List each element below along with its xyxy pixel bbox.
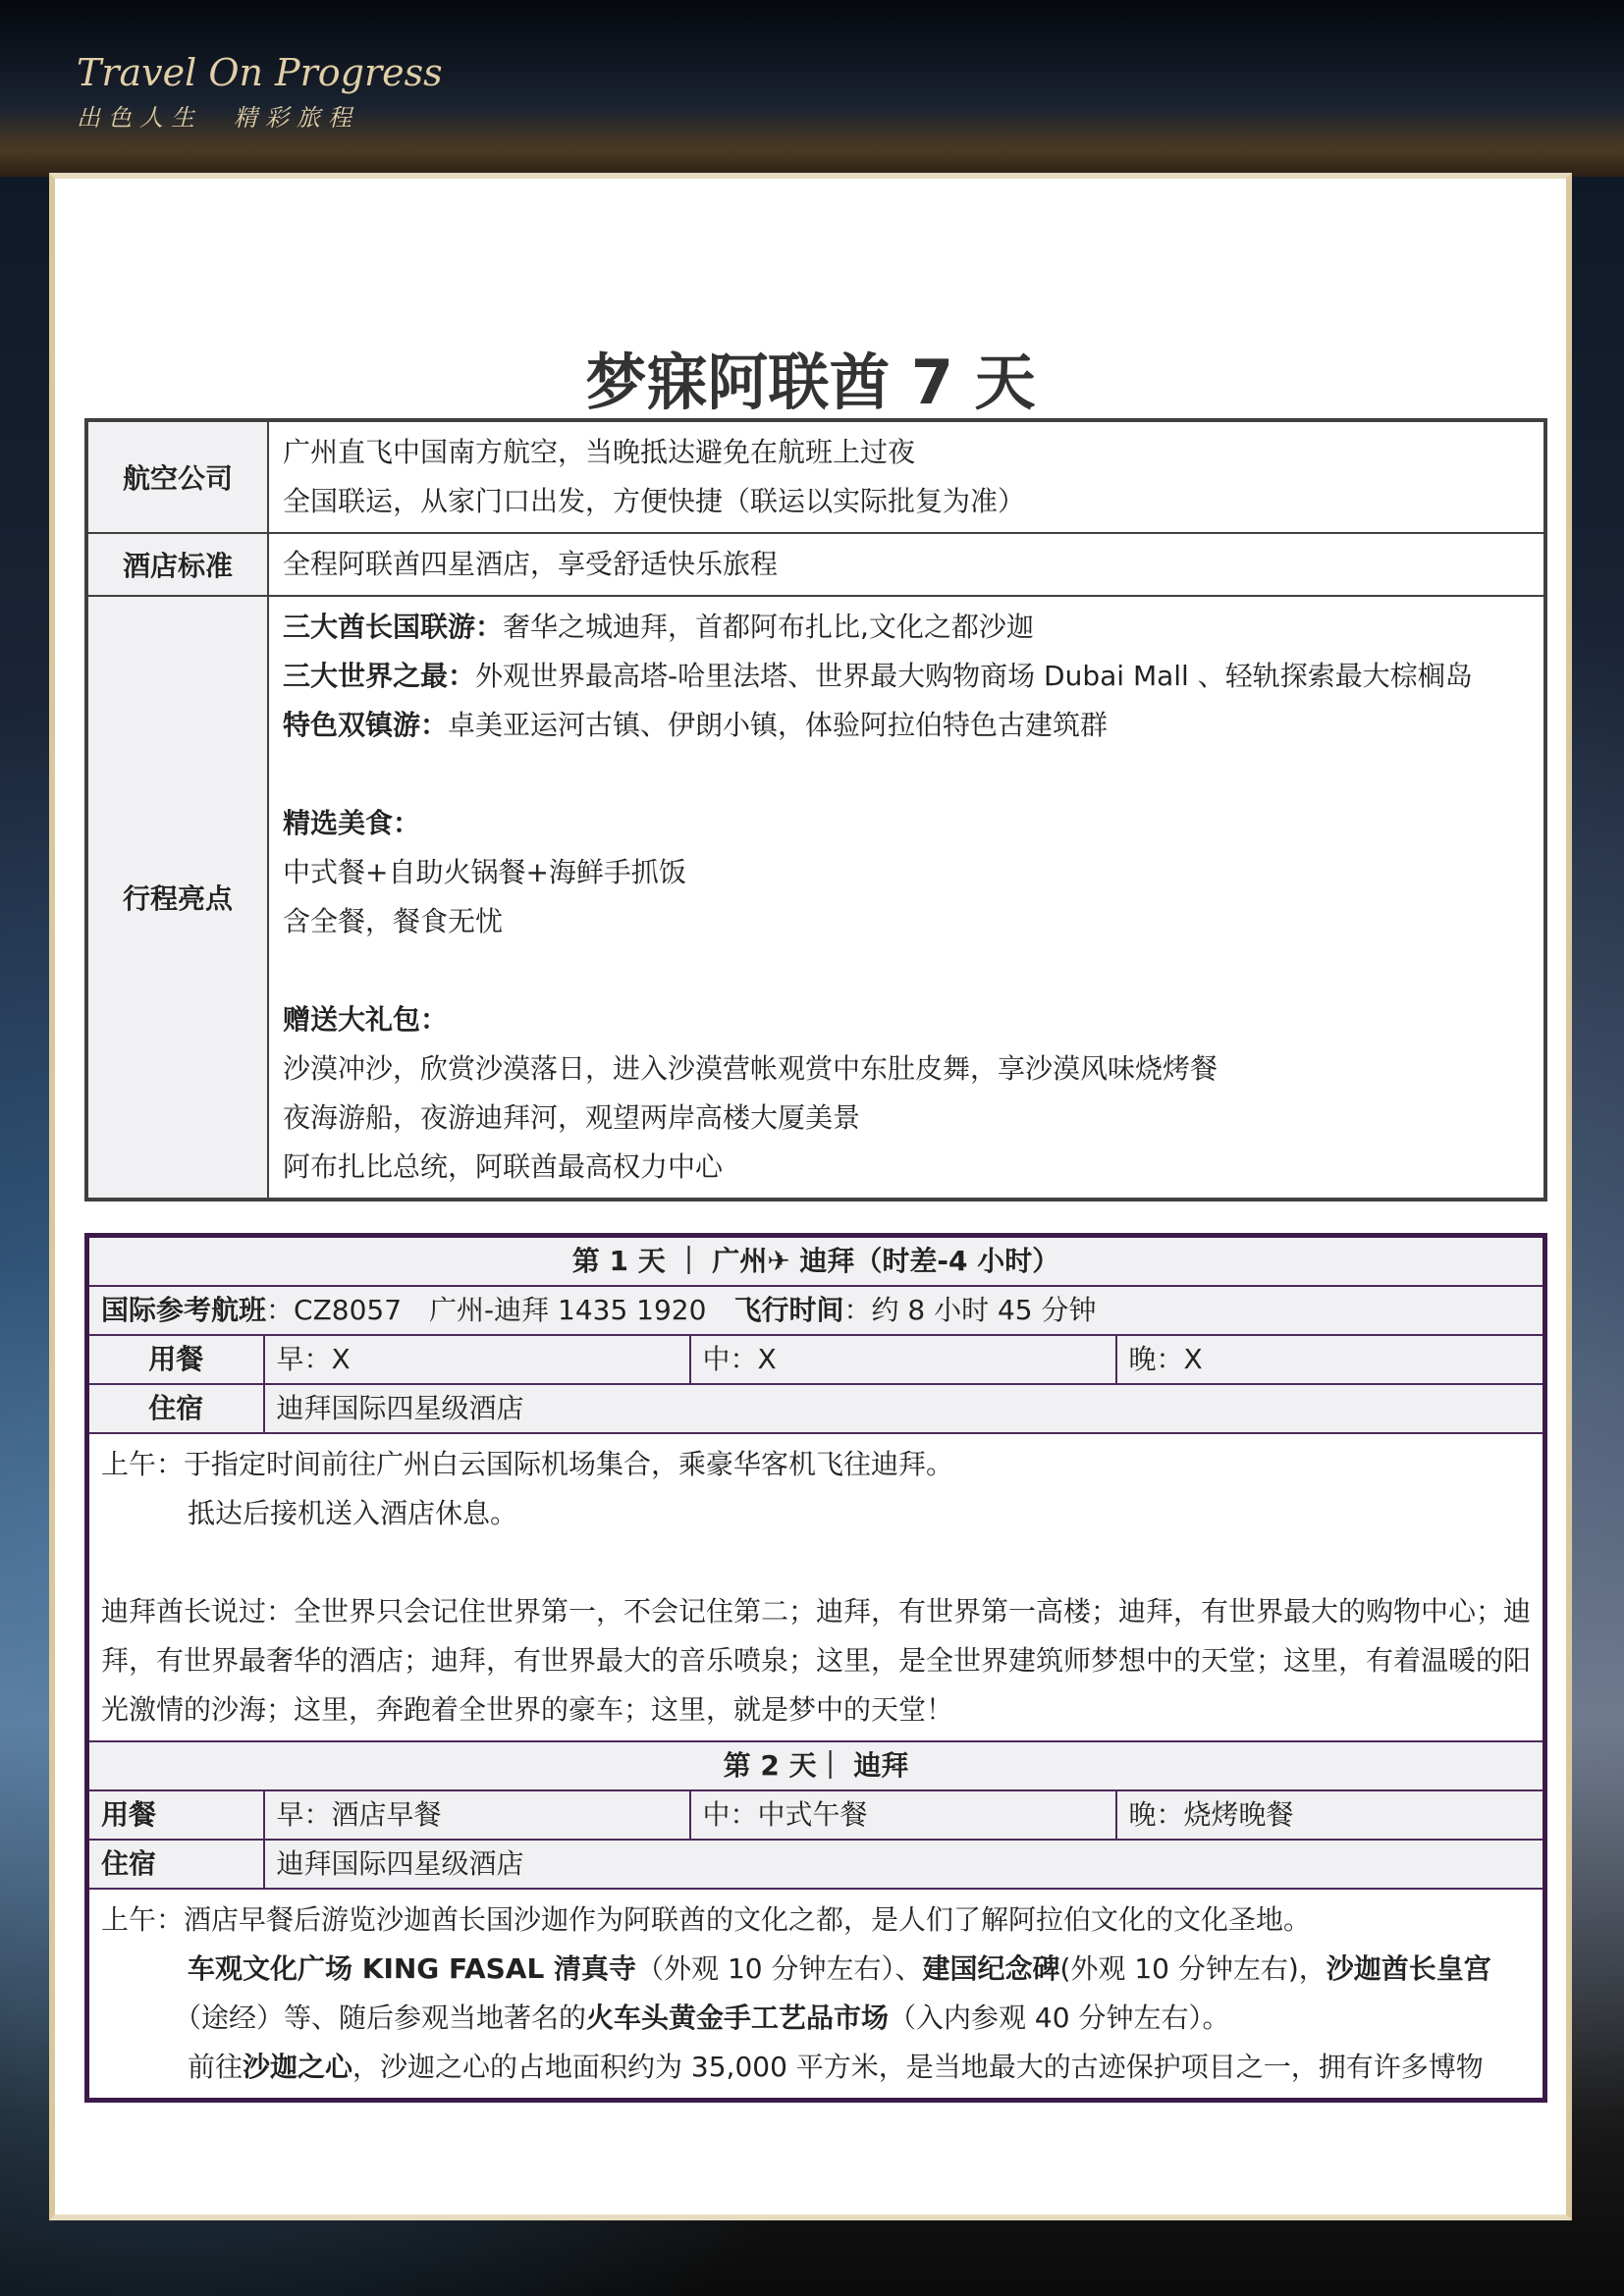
highlights-content	[268, 596, 1545, 1200]
day1-flight	[87, 1286, 1545, 1335]
gift-title	[283, 995, 1530, 1044]
sight-heart-of-sharjah: 沙迦之心	[243, 2051, 353, 2083]
heart-description: ，沙迦之心的占地面积约为 35,000 平方米，是当地最大的古迹保护项目之一，拥有许多博物	[352, 2051, 1484, 2083]
airline-line-2: 全国联运，从家门口出发，方便快捷（联运以实际批复为准）	[283, 485, 1026, 517]
day1-breakfast: 早：X	[264, 1335, 690, 1384]
document-page	[49, 173, 1572, 2220]
food-title-text: 精选美食：	[283, 807, 421, 839]
day1-am-2: 抵达后接机送入酒店休息。	[188, 1497, 518, 1529]
airline-line-1: 广州直飞中国南方航空，当晚抵达避免在航班上过夜	[283, 436, 916, 468]
highlight-2-title: 三大世界之最：	[283, 660, 476, 692]
highlight-1	[283, 603, 1530, 652]
airline-content	[268, 420, 1545, 533]
highlight-2	[283, 652, 1530, 701]
day1-am-1: 上午：于指定时间前往广州白云国际机场集合，乘豪华客机飞往迪拜。	[101, 1448, 954, 1480]
sight-culture-square: 车观文化广场 KING FASAL 清真寺	[188, 1952, 637, 1985]
flight-text: ：CZ8057 广州-迪拜 1435 1920	[266, 1294, 734, 1326]
sight-gold-market: 火车头黄金手工艺品市场	[586, 2002, 890, 2034]
day2-stay-label: 住宿	[87, 1840, 264, 1889]
day2-header: 第 2 天｜ 迪拜	[87, 1741, 1545, 1790]
highlights-label: 行程亮点	[86, 596, 268, 1200]
day1-meal-label: 用餐	[87, 1335, 264, 1384]
brand-logo	[77, 51, 443, 133]
day2-meal-row	[87, 1790, 1545, 1840]
day2-sight-line-2	[101, 1994, 1531, 2043]
spacer	[283, 750, 1530, 799]
day2-stay-row	[87, 1840, 1545, 1889]
day1-paragraph: 迪拜酋长说过：全世界只会记住世界第一，不会记住第二；迪拜，有世界第一高楼；迪拜，有世界最大的购物中心；迪拜，有世界最奢华的酒店；迪拜，有世界最大的音乐喷泉；这里，是全世界建筑师梦想中的天堂；这里，有着温暖的阳光激情的沙海；这里，奔跑着全世界的豪车；这里，就是梦中的天堂！	[101, 1595, 1532, 1726]
day1-detail	[87, 1433, 1545, 1741]
day2-detail	[87, 1889, 1545, 2101]
spacer	[283, 946, 1530, 995]
airline-row	[86, 420, 1545, 533]
day2-lunch: 中：中式午餐	[690, 1790, 1116, 1840]
overview-table	[84, 418, 1547, 1201]
day1-stay: 迪拜国际四星级酒店	[264, 1384, 1545, 1433]
day2-detail-row	[87, 1889, 1545, 2101]
day2-stay: 迪拜国际四星级酒店	[264, 1840, 1545, 1889]
day2-breakfast: 早：酒店早餐	[264, 1790, 690, 1840]
spacer	[101, 1538, 1531, 1587]
flight-time-label: 飞行时间	[733, 1294, 844, 1326]
sight-monument-note: (外观 10 分钟左右)，	[1059, 1952, 1326, 1985]
day2-am-1: 上午：酒店早餐后游览沙迦酋长国沙迦作为阿联酋的文化之都，是人们了解阿拉伯文化的文化圣地。	[101, 1903, 1312, 1936]
highlight-3	[283, 701, 1530, 750]
sight-monument: 建国纪念碑	[922, 1952, 1060, 1985]
gift-line-3: 阿布扎比总统，阿联酋最高权力中心	[283, 1150, 724, 1183]
day2-sight-line-3	[101, 2043, 1531, 2092]
food-line-2: 含全餐，餐食无忧	[283, 905, 504, 937]
day1-stay-label: 住宿	[87, 1384, 264, 1433]
highlights-row	[86, 596, 1545, 1200]
page-title: 梦寐阿联酋 7 天	[585, 347, 1036, 418]
flight-label: 国际参考航班	[101, 1294, 267, 1326]
day1-meal-row	[87, 1335, 1545, 1384]
day1-lunch: 中：X	[690, 1335, 1116, 1384]
highlight-2-text: 外观世界最高塔-哈里法塔、世界最大购物商场 Dubai Mall 、轻轨探索最大棕榈岛	[475, 660, 1473, 692]
day1-flight-row	[87, 1286, 1545, 1335]
sight-culture-square-note: （外观 10 分钟左右）、	[636, 1952, 923, 1985]
day2-meal-label: 用餐	[87, 1790, 264, 1840]
gift-line-2: 夜海游船，夜游迪拜河，观望两岸高楼大厦美景	[283, 1101, 861, 1134]
highlight-3-title: 特色双镇游：	[283, 709, 449, 741]
sight-palace-note: （途经）等、随后参观当地著名的	[174, 2002, 587, 2034]
highlight-3-text: 卓美亚运河古镇、伊朗小镇，体验阿拉伯特色古建筑群	[448, 709, 1109, 741]
hotel-content: 全程阿联酋四星酒店，享受舒适快乐旅程	[268, 533, 1545, 596]
heart-prefix: 前往	[188, 2051, 244, 2083]
gift-line-1: 沙漠冲沙，欣赏沙漠落日，进入沙漠营帐观赏中东肚皮舞，享沙漠风味烧烤餐	[283, 1052, 1218, 1085]
highlight-1-text: 奢华之城迪拜，首都阿布扎比,文化之都沙迦	[503, 611, 1034, 643]
sight-gold-market-note: （入内参观 40 分钟左右）。	[889, 2002, 1230, 2034]
sight-palace: 沙迦酋长皇宫	[1326, 1952, 1491, 1985]
logo-subtitle: 出色人生 精彩旅程	[77, 104, 359, 132]
hotel-label: 酒店标准	[86, 533, 268, 596]
day1-dinner: 晚：X	[1116, 1335, 1545, 1384]
food-title	[283, 799, 1530, 848]
gift-title-text: 赠送大礼包：	[283, 1003, 449, 1036]
hotel-row	[86, 533, 1545, 596]
food-line-1: 中式餐+自助火锅餐+海鲜手抓饭	[283, 856, 686, 888]
day2-dinner: 晚：烧烤晚餐	[1116, 1790, 1545, 1840]
highlight-1-title: 三大酋长国联游：	[283, 611, 504, 643]
day1-header: 第 1 天 ｜ 广州✈ 迪拜（时差-4 小时）	[87, 1236, 1545, 1287]
flight-time-text: ：约 8 小时 45 分钟	[843, 1294, 1097, 1326]
logo-title: Travel On Progress	[77, 51, 443, 94]
day1-stay-row	[87, 1384, 1545, 1433]
day2-header-row	[87, 1741, 1545, 1790]
day1-detail-row	[87, 1433, 1545, 1741]
day1-header-row	[87, 1236, 1545, 1287]
airline-label: 航空公司	[86, 420, 268, 533]
itinerary-table	[84, 1233, 1547, 2103]
day2-sight-line-1	[101, 1945, 1531, 1994]
